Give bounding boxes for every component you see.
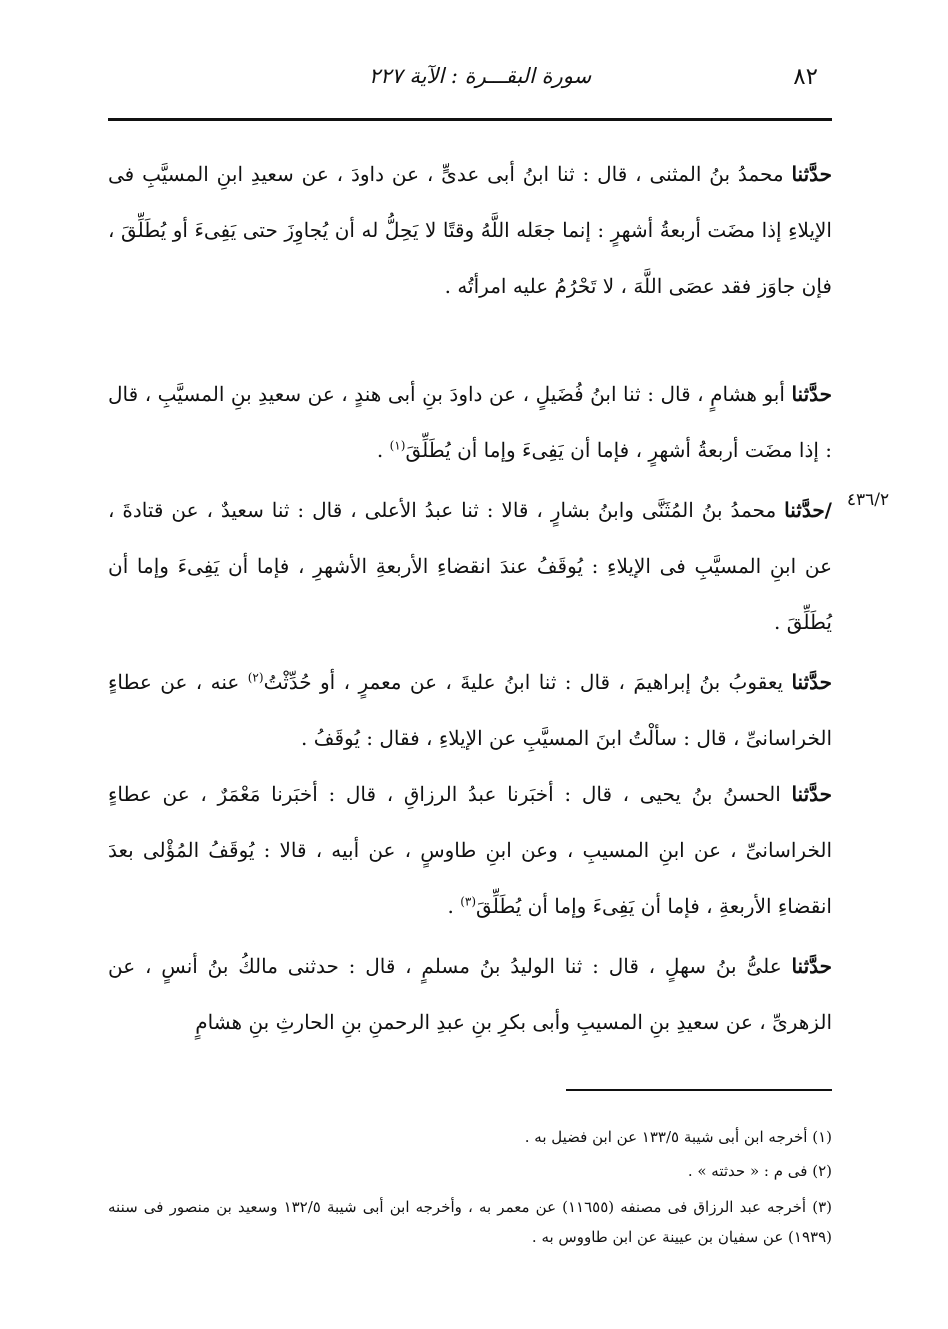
paragraph-tail: عنه ، عن عطاءٍ الخراسانىِّ ، قال : سألْتُ ابنَ المسيَّبِ عن الإيلاءِ ، فقال : يُوقَفُ . xyxy=(108,670,832,750)
paragraph-lead: حدَّثنا xyxy=(791,382,832,406)
paragraph-text: علىُّ بنُ سهلٍ ، قال : ثنا الوليدُ بنُ مسلمٍ ، قال : حدثنى مالكُ بنُ أنسٍ ، عن الزهرىِّ ، عن سعيدِ بنِ المسيبِ وأبى بكرِ بنِ عبدِ الرحمنِ بنِ الحارثِ بنِ هشامٍ xyxy=(108,954,832,1034)
footnote-ref: (١) xyxy=(389,438,406,453)
margin-volume-page-note: ٤٣٦/٢ xyxy=(846,490,890,510)
footnote-separator xyxy=(566,1089,832,1091)
paragraph-lead: حدَّثنا xyxy=(791,782,832,806)
footnote-1: (١) أخرجه ابن أبى شيبة ١٣٣/٥ عن ابن فضيل به . xyxy=(524,1128,832,1146)
header-rule xyxy=(108,118,832,121)
paragraph-tail: . xyxy=(447,894,461,918)
paragraph-lead: حدَّثنا xyxy=(791,670,832,694)
footnote-ref: (٢) xyxy=(247,670,264,685)
footnote-3: (٣) أخرجه عبد الرزاق فى مصنفه (١١٦٥٥) عن معمر به ، وأخرجه ابن أبى شيبة ١٣٢/٥ وسعيد بن منصور فى سننه (١٩٣٩) عن سفيان بن عيينة عن ابن طاووس به . xyxy=(108,1198,832,1246)
paragraph-tail: . xyxy=(376,438,390,462)
paragraph-lead: حدَّثنا xyxy=(791,162,832,186)
paragraph-5 xyxy=(108,766,832,934)
paragraph-lead: /حدَّثنا xyxy=(784,498,832,522)
paragraph-4 xyxy=(108,654,832,766)
paragraph-text: محمدُ بنُ المثنى ، قال : ثنا ابنُ أبى عدىٍّ ، عن داودَ ، عن سعيدِ ابنِ المسيَّبِ فى الإيلاءِ إذا مضَت أربعةُ أشهرٍ : إنما جعَله اللَّهُ وقتًا لا يَحِلُّ له أن يُجاوِزَ حتى يَفِىءَ أو يُطَلِّقَ ، فإن جاوَز فقد عصَى اللَّهَ ، لا تَحْرُمُ عليه امرأتُه . xyxy=(108,162,832,298)
paragraph-text: الحسنُ بنُ يحيى ، قال : أخبَرنا عبدُ الرزاقِ ، قال : أخبَرنا مَعْمَرٌ ، عن عطاءٍ الخراسانىِّ ، عن ابنِ المسيبِ ، وعن ابنِ طاوسٍ ، عن أبيه ، قالا : يُوقَفُ المُؤْلى بعدَ انقضاءِ الأربعةِ ، فإما أن يَفِىءَ وإما أن يُطَلِّقَ xyxy=(108,782,832,918)
footnote-ref: (٣) xyxy=(460,894,477,909)
page-number: ٨٢ xyxy=(793,64,818,90)
paragraph-1 xyxy=(108,146,832,314)
paragraph-lead: حدَّثنا xyxy=(791,954,832,978)
paragraph-text: محمدُ بنُ المُثَنَّى وابنُ بشارٍ ، قالا : ثنا عبدُ الأعلى ، قال : ثنا سعيدٌ ، عن قتادةَ ، عن ابنِ المسيَّبِ فى الإيلاءِ : يُوقَفُ عندَ انقضاءِ الأربعةِ الأشهرِ ، فإما أن يَفِىءَ وإما أن يُطَلِّقَ . xyxy=(108,498,832,634)
paragraph-3 xyxy=(108,482,832,650)
paragraph-text: أبو هشامٍ ، قال : ثنا ابنُ فُضَيلٍ ، عن داودَ بنِ أبى هندٍ ، عن سعيدِ بنِ المسيَّبِ ، قال : إذا مضَت أربعةُ أشهرٍ ، فإما أن يَفِىءَ وإما أن يُطَلِّقَ xyxy=(108,382,832,462)
running-header-title: سورة البقـــرة : الآية ٢٢٧ xyxy=(368,64,592,88)
footnote-2: (٢) فى م : « حدثته » . xyxy=(687,1162,832,1180)
paragraph-2 xyxy=(108,366,832,478)
paragraph-6 xyxy=(108,938,832,1050)
paragraph-text: يعقوبُ بنُ إبراهيمَ ، قال : ثنا ابنُ عليةَ ، عن معمرٍ ، أو حُدِّثْتُ xyxy=(263,670,792,694)
